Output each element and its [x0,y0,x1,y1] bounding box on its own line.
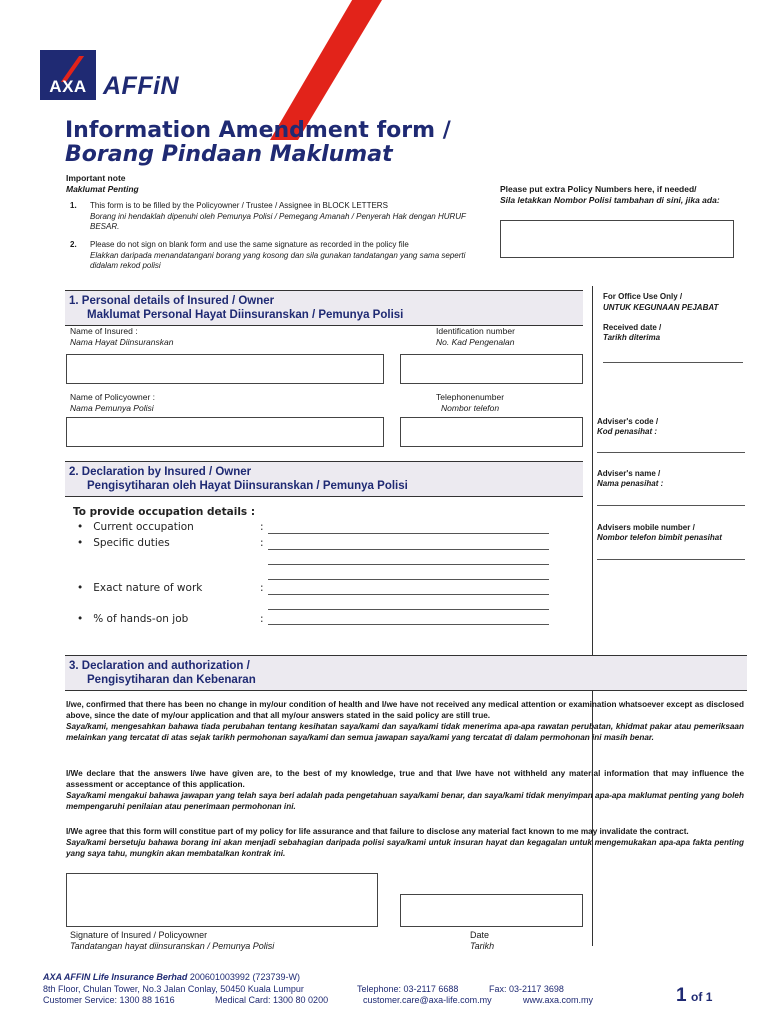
section-2-header: 2. Declaration by Insured / Owner Pengisytiharan oleh Hayat Diinsuranskan / Pemunya Polisi [65,461,583,497]
declaration-paragraph-1: I/we, confirmed that there has been no change in my/our condition of health and I/we have not received any medical attention or examination whatsoever except as disclosed above, since the date of my/our application and that all my/our answers stated in the said policy are still true. Saya/kami, mengesahkan bahawa tiada perubahan tentang kesihatan saya/kami dan saya/kami tidak menerima apa-apa rawatan perubatan, khidmat pakar atau pemeriksaan melainkan yang tercatat di atas sejak tarikh permohonan saya/kami dan semua jawapan saya/kami yang tercatat di dalam permohonan ini masih benar. [66,700,744,742]
colon-1: : [260,521,264,533]
important-heading: Important note [66,173,126,183]
nature-work-line-2[interactable] [268,609,549,610]
date-input[interactable] [400,894,583,927]
axa-logo: AXA [40,50,96,100]
occ-item-current: • Current occupation [77,521,194,533]
id-input[interactable] [400,354,583,384]
nature-work-line[interactable] [268,594,549,595]
id-label: Identification number No. Kad Pengenalan [436,326,515,347]
footer-service: Customer Service: 1300 88 1616 [43,995,175,1005]
footer-phone: Telephone: 03-2117 6688 [357,984,459,994]
adviser-code-line[interactable] [597,452,745,453]
signature-label: Signature of Insured / Policyowner Tandatangan hayat diinsuranskan / Pemunya Polisi [70,930,275,951]
specific-duties-line[interactable] [268,549,549,550]
signature-input[interactable] [66,873,378,927]
section-1-header: 1. Personal details of Insured / Owner Maklumat Personal Hayat Diinsuranskan / Pemunya Polisi [65,290,583,326]
affin-logo: AFFiN [103,72,180,100]
declaration-paragraph-2: I/We declare that the answers I/we have given are, to the best of my knowledge, true and that I/we have not withheld any material information that may influence the assessment or acceptance of this application. Saya/kami mengakui bahawa jawapan yang telah saya beri adalah pada pengetahuan saya/kami benar, dan saya/kami tidak menyimpan apa-apa maklumat penting yang boleh mempengaruhi penilaian atau penerimaan permohonan ini. [66,769,744,811]
page-title: Information Amendment form / [65,118,451,143]
colon-3: : [260,582,264,594]
current-occupation-line[interactable] [268,533,549,534]
important-heading-ms: Maklumat Penting [66,184,139,194]
name-insured-input[interactable] [66,354,384,384]
occ-item-handson: • % of hands-on job [77,613,189,625]
date-label: Date Tarikh [470,930,495,951]
name-insured-label: Name of Insured : Nama Hayat Diinsuranskan [70,326,174,347]
policyowner-input[interactable] [66,417,384,447]
footer-company: AXA AFFIN Life Insurance Berhad 200601003992 (723739-W) [43,972,300,982]
declaration-paragraph-3: I/We agree that this form will constitue part of my policy for life assurance and that failure to disclose any material fact known to me may invalidate the contract. Saya/kami bersetuju bahawa borang ini akan menjadi sebahagian daripada polisi saya/kami untuk insuran hayat dan kegagalan untuk mengemukakan apa-apa fakta penting yang saya tahu, mungkin akan membatalkan kontrak ini. [66,827,744,858]
page-number: 1 of 1 [676,985,713,1006]
office-use-panel: For Office Use Only / UNTUK KEGUNAAN PEJABAT Received date / Tarikh diterima Adviser's code / Kod penasihat : Adviser's name / Nama penasihat : Advisers mobile number / Nombor telefon bimbit penasihat [592,286,752,946]
policyowner-label: Name of Policyowner : Nama Pemunya Polisi [70,392,156,413]
adviser-mobile-line[interactable] [597,559,745,560]
occ-item-duties: • Specific duties [77,537,170,549]
footer-web[interactable]: www.axa.com.my [523,995,594,1005]
tel-label: Telephonenumber Nombor telefon [436,392,505,413]
note-2: 2. Please do not sign on blank form and use the same signature as recorded in the policy file Elakkan daripada menandatangani borang yang kosong dan sila gunakan tandatangan yang sama seperti didalam rekod polisi [70,240,466,270]
colon-4: : [260,613,264,625]
footer-address: 8th Floor, Chulan Tower, No.3 Jalan Conlay, 50450 Kuala Lumpur [43,984,304,994]
footer-email[interactable]: customer.care@axa-life.com.my [363,995,492,1005]
page-title-ms: Borang Pindaan Maklumat [65,142,393,167]
specific-duties-line-2[interactable] [268,564,549,565]
footer-fax: Fax: 03-2117 3698 [489,984,564,994]
colon-2: : [260,537,264,549]
extra-policy-input[interactable] [500,220,734,258]
section-3-header: 3. Declaration and authorization / Pengisytiharan dan Kebenaran [65,655,747,691]
footer-medical: Medical Card: 1300 80 0200 [215,995,329,1005]
occ-item-nature: • Exact nature of work [77,582,203,594]
extra-policy-label: Please put extra Policy Numbers here, if needed/ Sila letakkan Nombor Polisi tambahan di sini, jika ada: [500,184,720,205]
specific-duties-line-3[interactable] [268,579,549,580]
received-date-line[interactable] [603,362,743,363]
tel-input[interactable] [400,417,583,447]
handson-line[interactable] [268,624,549,625]
adviser-name-line[interactable] [597,505,745,506]
occupation-heading: To provide occupation details : [73,506,256,518]
note-1: 1. This form is to be filled by the Policyowner / Trustee / Assignee in BLOCK LETTERS Borang ini hendaklah dipenuhi oleh Pemunya Polisi / Pemegang Amanah / Penyerah Hak dengan HURUF BESAR. [70,201,466,231]
